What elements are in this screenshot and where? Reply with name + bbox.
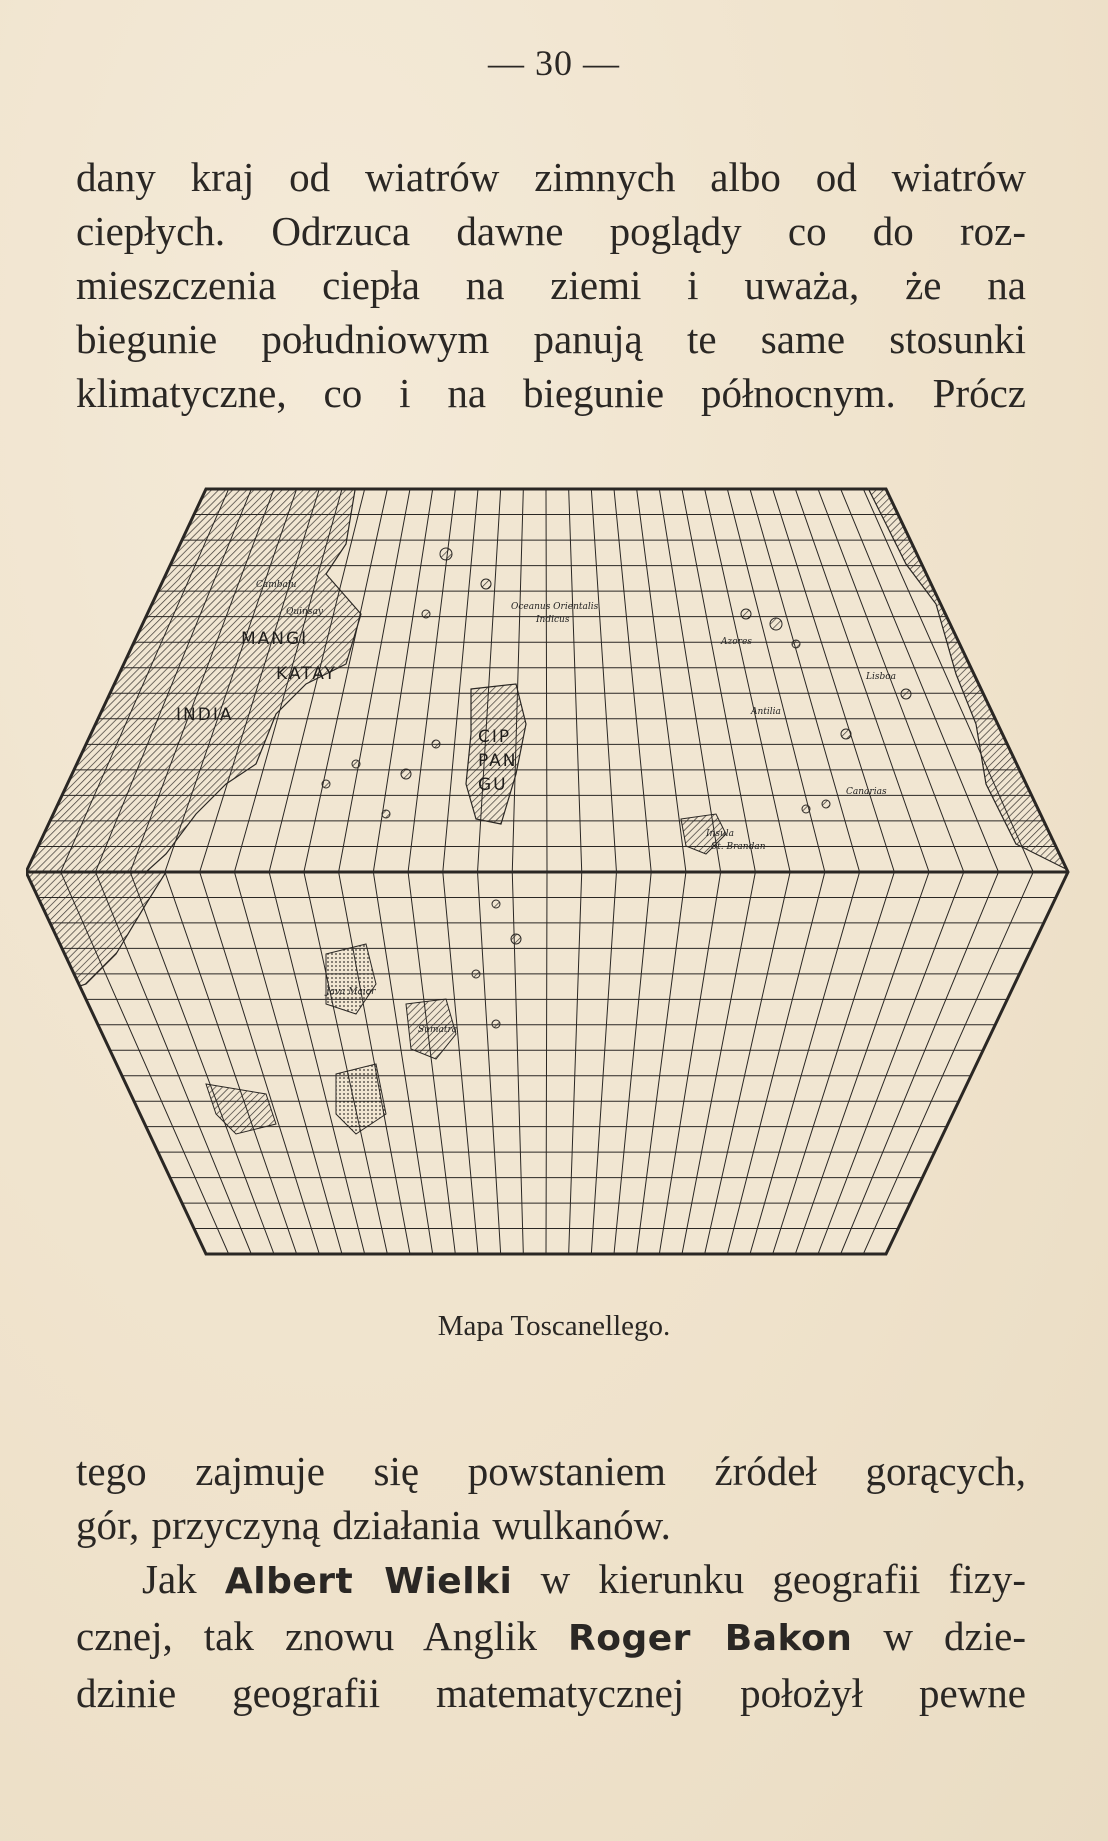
label-lisboa: Lisboa [866, 672, 897, 682]
label-azores: Azores [721, 637, 752, 647]
text-line: klimatyczne, co i na biegunie północnym. Prócz [76, 370, 1026, 416]
text-line [76, 1552, 1026, 1609]
label-cipangu-1: CIP [478, 727, 512, 747]
label-cipangu-3: GU [478, 775, 508, 795]
toscanelli-map [26, 484, 1072, 1258]
label-india: INDIA [176, 705, 234, 725]
text-line: ciepłych. Odrzuca dawne poglądy co do roz- [76, 208, 1026, 254]
label-insula: Insula [706, 829, 735, 839]
text-line: tego zajmuje się powstaniem źródeł gorących, [76, 1448, 1026, 1494]
label-oceanus: Oceanus Orientalis [511, 602, 599, 612]
text-fragment: w kierunku geografii fizy- [540, 1556, 1027, 1602]
name-roger-bakon: Roger Bakon [568, 1618, 853, 1659]
label-brandan: St. Brandan [711, 842, 766, 852]
name-albert-wielki: Albert Wielki [224, 1561, 513, 1602]
label-canarias: Canarias [846, 787, 887, 797]
text-line: dzinie geografii matematycznej położył pewne [76, 1670, 1026, 1716]
text-line: mieszczenia ciepła na ziemi i uważa, że na [76, 262, 1026, 308]
text-fragment: Jak [142, 1556, 197, 1602]
paragraph-final [76, 1552, 1026, 1720]
text-fragment: cznej, tak znowu Anglik [76, 1613, 537, 1659]
map-graphic [26, 484, 1072, 1258]
text-fragment: w dzie- [883, 1613, 1026, 1659]
label-java: Java Maior [326, 987, 376, 997]
label-indicus: Indicus [536, 615, 570, 625]
text-line: dany kraj od wiatrów zimnych albo od wiatrów [76, 154, 1026, 200]
label-cipangu-2: PAN [478, 751, 518, 771]
text-line: gór, przyczyną działania wulkanów. [76, 1502, 671, 1548]
paragraph-bottom [76, 1444, 1026, 1552]
label-sumatra: Sumatra [418, 1025, 458, 1035]
label-antilia: Antilia [751, 707, 781, 717]
label-mangi: MANGI [241, 629, 309, 649]
paragraph-top [76, 150, 1026, 420]
figure-caption: Mapa Toscanellego. [437, 1310, 671, 1342]
label-quinsay: Quinsay [286, 607, 323, 617]
map-content [26, 484, 1072, 1258]
label-katay: KATAY [276, 664, 337, 684]
label-cambalu: Cambalu [256, 580, 297, 590]
text-line [76, 1609, 1026, 1666]
page-number: — 30 — [488, 43, 620, 83]
text-line: biegunie południowym panują te same stosunki [76, 316, 1026, 362]
